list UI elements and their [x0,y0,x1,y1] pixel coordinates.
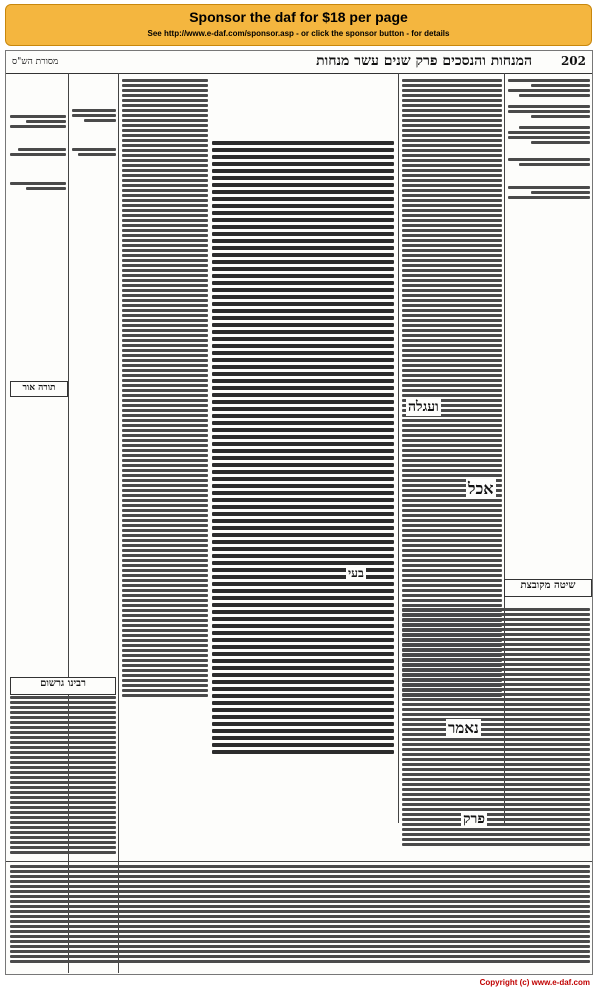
torah-or-heading: תורה אור [10,381,68,397]
bold-word-achal: אכל [468,479,494,498]
page-number: 202 [560,54,586,68]
talmud-page [5,50,593,975]
bold-word-neemar: נאמר [448,719,479,737]
page-header [6,51,592,74]
rashi-column [122,79,208,859]
masoret-hashas-label: מסורת הש"ס [12,57,59,67]
sponsor-banner-subtitle: See http://www.e-daf.com/sponsor.asp - or click the sponsor button - for details [147,29,450,38]
bold-word-perek: פרק [463,811,485,827]
copyright-notice[interactable]: Copyright (c) www.e-daf.com [479,978,590,987]
page-footer [0,978,598,990]
rabbeinu-gershom-heading: רבינו גרשום [10,677,116,695]
column-rule [398,73,399,823]
bold-word-bei: בעי [348,566,364,580]
column-rule [118,73,119,973]
shita-mekubetzet-text [402,596,590,856]
gemara-column [212,141,394,761]
sponsor-banner[interactable] [5,4,592,46]
shita-mekubetzet-heading: שיטה מקובצת [504,579,592,597]
rabbeinu-gershom-text [10,696,116,856]
column-rule [6,861,593,862]
bottom-gloss [10,865,590,971]
bold-word-veeglah: ועגלה [408,399,439,415]
page-header-title: המנחות והנסכים פרק שנים עשר מנחות [316,53,532,69]
sponsor-banner-title: Sponsor the daf for $18 per page [189,9,408,25]
